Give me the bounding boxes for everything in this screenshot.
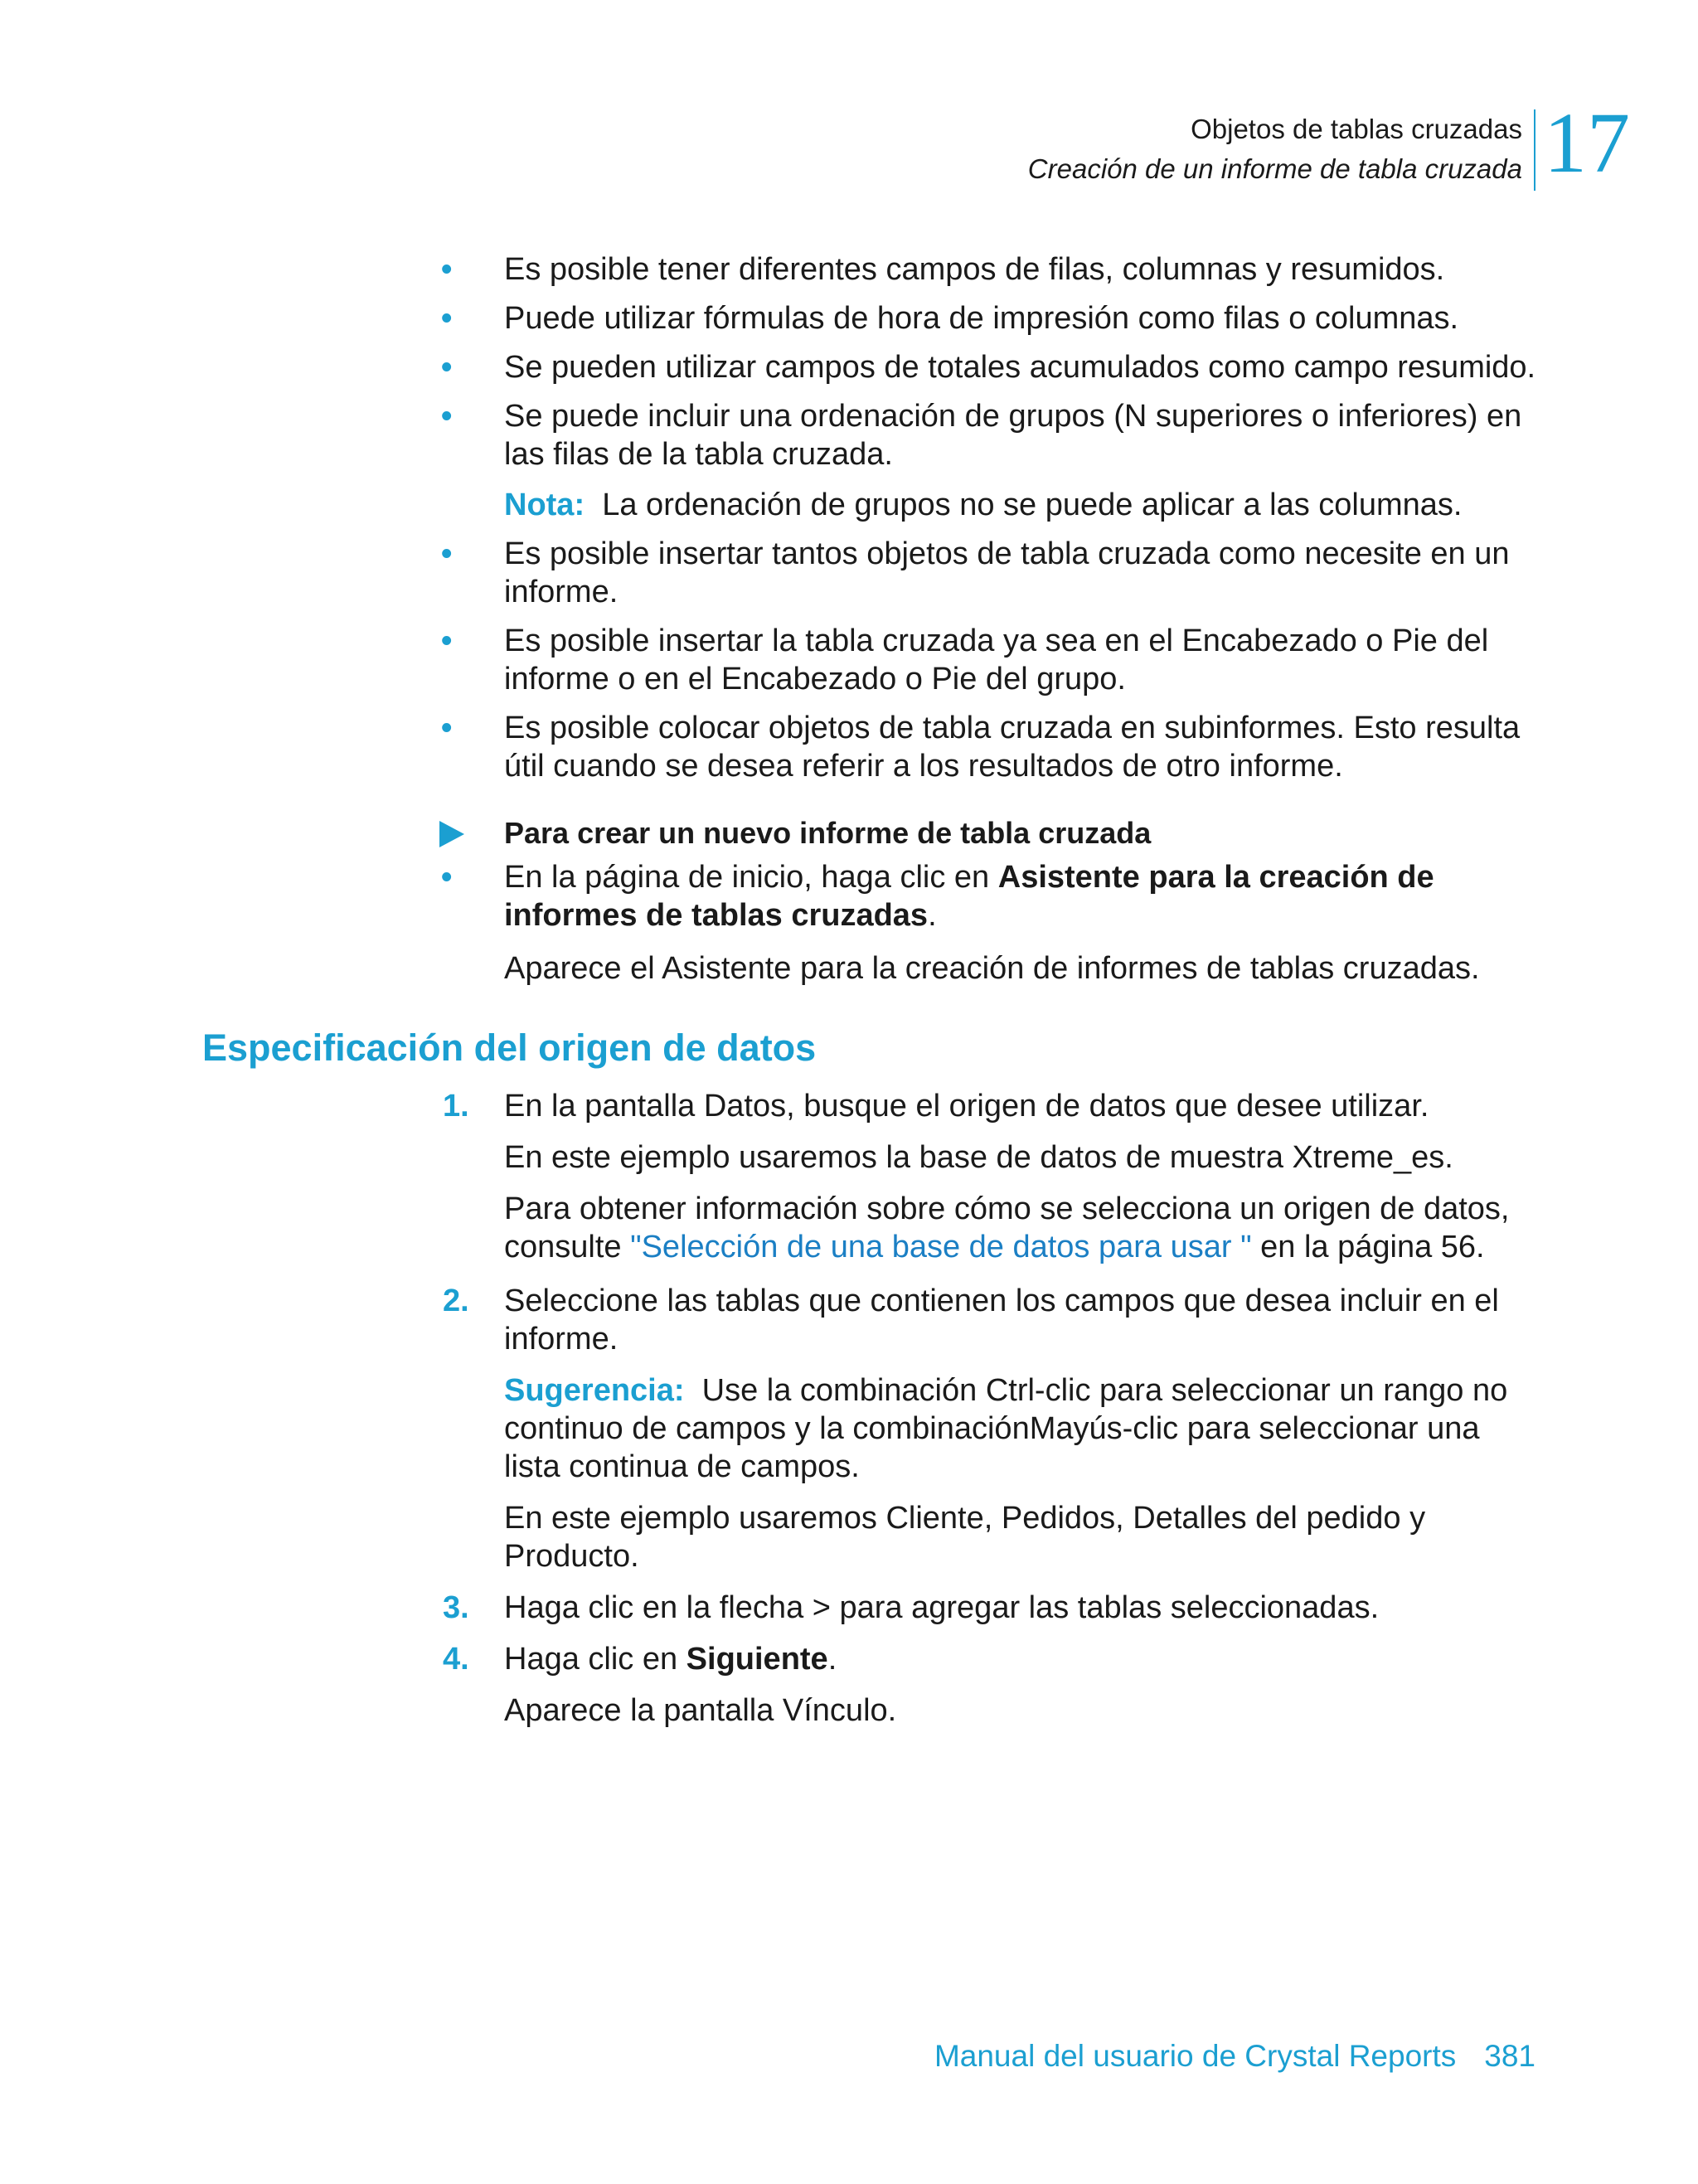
- bullet-icon: •: [441, 711, 453, 745]
- step-1: [443, 1087, 1540, 1125]
- list-item: [441, 535, 1540, 611]
- step-4-paragraph: Aparece la pantalla Vínculo.: [504, 1693, 897, 1728]
- procedure-arrow-icon: [439, 821, 464, 847]
- procedure-heading: [504, 814, 1540, 852]
- bullet-icon: •: [441, 399, 453, 434]
- list-item-text: Es posible tener diferentes campos de filas, columnas y resumidos.: [504, 252, 1445, 287]
- page-number: 381: [1484, 2039, 1535, 2073]
- bullet-icon: •: [441, 624, 453, 658]
- procedure-title: Para crear un nuevo informe de tabla cruzada: [504, 816, 1152, 850]
- step-bold: Siguiente: [686, 1642, 828, 1677]
- list-item-text: Es posible insertar tantos objetos de tabla cruzada como necesite en un informe.: [504, 536, 1510, 609]
- list-item: [441, 299, 1540, 337]
- tip: [504, 1371, 1540, 1486]
- step-1-paragraph-2: [504, 1190, 1540, 1266]
- list-item-text: Se pueden utilizar campos de totales acumulados como campo resumido.: [504, 350, 1536, 385]
- step-1-paragraph: En este ejemplo usaremos la base de datos de muestra Xtreme_es.: [504, 1140, 1453, 1175]
- step-2-paragraph: En este ejemplo usaremos Cliente, Pedidos, Detalles del pedido y Producto.: [504, 1501, 1426, 1574]
- list-item-text: Es posible insertar la tabla cruzada ya sea en el Encabezado o Pie del informe o en el Encabezado o Pie del grupo.: [504, 624, 1489, 696]
- bullet-icon: •: [441, 536, 453, 571]
- procedure-step-bold: Asistente para la creación de informes de tablas cruzadas: [504, 860, 1434, 933]
- chapter-number: 17: [1544, 95, 1630, 191]
- step-prefix: Haga clic en: [504, 1642, 686, 1677]
- list-item: [441, 348, 1540, 386]
- paragraph-suffix: en la página 56.: [1251, 1230, 1485, 1264]
- paragraph-prefix: Para obtener información sobre cómo se selecciona un origen de datos, consulte: [504, 1191, 1510, 1264]
- list-item: [441, 622, 1540, 698]
- step-text: En la pantalla Datos, busque el origen de datos que desee utilizar.: [504, 1089, 1429, 1124]
- step-2: [443, 1282, 1540, 1358]
- tip-text: Use la combinación Ctrl-clic para seleccionar un rango no continuo de campos y la combinaciónMayús-clic para seleccionar una lista continua de campos.: [504, 1373, 1508, 1484]
- note-label: Nota:: [504, 488, 585, 522]
- list-item: [441, 250, 1540, 289]
- bullet-icon: •: [441, 252, 453, 287]
- list-item-text: Es posible colocar objetos de tabla cruzada en subinformes. Esto resulta útil cuando se desea referir a los resultados de otro informe.: [504, 711, 1521, 784]
- list-item: [441, 709, 1540, 785]
- step-number: 3.: [443, 1590, 469, 1625]
- list-item-text: Se puede incluir una ordenación de grupos (N superiores o inferiores) en las filas de la tabla cruzada.: [504, 399, 1522, 472]
- step-suffix: .: [827, 1642, 837, 1677]
- page-footer: [934, 2036, 1535, 2076]
- section-running-title: Creación de un informe de tabla cruzada: [1027, 153, 1522, 184]
- cross-reference-link[interactable]: "Selección de una base de datos para usar ": [630, 1230, 1252, 1264]
- note-text: La ordenación de grupos no se puede aplicar a las columnas.: [602, 488, 1463, 522]
- note: [504, 486, 1540, 524]
- step-number: 2.: [443, 1284, 469, 1318]
- step-number: 1.: [443, 1089, 469, 1124]
- chapter-title: Objetos de tablas cruzadas: [1191, 114, 1522, 144]
- manual-title: Manual del usuario de Crystal Reports: [934, 2039, 1457, 2073]
- running-header: [1028, 109, 1535, 191]
- step-text: Seleccione las tablas que contienen los campos que desea incluir en el informe.: [504, 1284, 1499, 1357]
- bullet-icon: •: [441, 350, 453, 385]
- tip-label: Sugerencia:: [504, 1373, 685, 1408]
- bullet-icon: •: [441, 301, 453, 336]
- list-item: [441, 858, 1540, 934]
- procedure-step-suffix: .: [928, 898, 937, 933]
- step-number: 4.: [443, 1642, 469, 1677]
- section-heading: Especificación del origen de datos: [202, 1026, 817, 1069]
- step-3: [443, 1589, 1540, 1627]
- list-item-text: Puede utilizar fórmulas de hora de impresión como filas o columnas.: [504, 301, 1459, 336]
- procedure-result: Aparece el Asistente para la creación de informes de tablas cruzadas.: [504, 951, 1480, 986]
- procedure-step-prefix: En la página de inicio, haga clic en: [504, 860, 998, 895]
- step-text: Haga clic en la flecha > para agregar las tablas seleccionadas.: [504, 1590, 1380, 1625]
- bullet-icon: •: [441, 860, 453, 895]
- list-item: [441, 397, 1540, 473]
- step-4: [443, 1640, 1540, 1678]
